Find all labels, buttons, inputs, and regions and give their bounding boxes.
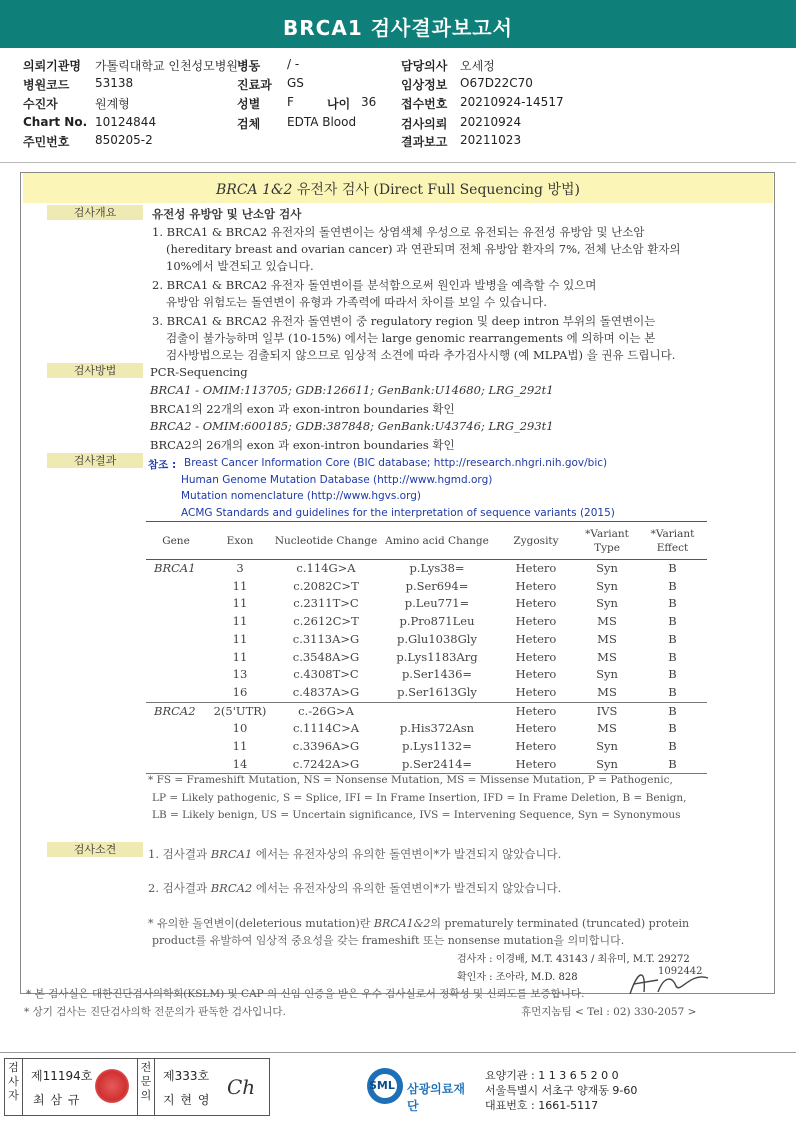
cell-amino-acid: p.Lys38= (409, 561, 465, 575)
cell-gene (146, 666, 206, 684)
cell-gene (146, 720, 206, 738)
method-line: BRCA2 - OMIM:600185; GDB:387848; GenBank:U43746; LRG_293t1 (150, 419, 554, 433)
legend-line: LP = Likely pathogenic, S = Splice, IFI = In Frame Insertion, IFD = In Frame Deletion, B = Benign, (152, 792, 687, 804)
cell-exon: 10 (232, 721, 248, 736)
cell-amino-acid: p.Ser694= (405, 578, 469, 593)
cell-variant-effect: B (668, 631, 677, 646)
cell-variant-effect: B (668, 721, 677, 736)
cell-gene (146, 738, 206, 756)
cell-exon: 16 (206, 684, 274, 702)
company-address: 서울특별시 서초구 양재동 9-60 (485, 1084, 638, 1097)
cell-zygosity: Hetero (515, 721, 557, 736)
cell-gene (146, 595, 206, 613)
specialist-name: 지 현 영 (163, 1093, 211, 1107)
table-row (146, 702, 707, 720)
cell-amino-acid: p.His372Asn (399, 721, 475, 736)
table-row (146, 738, 707, 756)
cell-variant-type: MS (576, 684, 638, 702)
label-age: 나이 (327, 97, 351, 111)
method-line: BRCA2의 26개의 exon 과 exon-intron boundaries 확인 (150, 438, 455, 452)
value-patient: 원계형 (95, 97, 130, 111)
cell-exon: 11 (232, 739, 248, 754)
label-hospital-code: 병원코드 (23, 78, 70, 92)
cell-amino-acid: p.Ser1436= (401, 667, 473, 682)
examiners: 검사자 : 이경배, M.T. 43143 / 최유미, M.T. 29272 (457, 954, 690, 965)
label-resident-no: 주민번호 (23, 135, 70, 149)
label-request-date: 검사의뢰 (401, 117, 448, 131)
label-requester: 의뢰기관명 (23, 59, 81, 73)
cell-zygosity: Hetero (515, 703, 557, 718)
handwritten-signature: 1092442 (624, 962, 714, 1002)
value-report-date: 20211023 (460, 133, 522, 147)
cell-variant-type: Syn (596, 578, 618, 593)
cell-zygosity: Hetero (515, 667, 557, 682)
table-row (146, 613, 707, 631)
cell-variant-type: MS (597, 614, 617, 629)
label-chart-no: Chart No. (23, 115, 88, 129)
contact-phone: 휴먼지놈팀 < Tel : 02) 330-2057 > (521, 1006, 697, 1018)
cell-exon: 11 (232, 614, 248, 629)
value-chart-no: 10124844 (95, 115, 157, 129)
col-variant-effect: *Variant Effect (638, 522, 707, 560)
cell-nucleotide: c.2311T>C (293, 596, 359, 611)
section-label-results: 검사결과 (47, 453, 143, 468)
col-gene: Gene (146, 522, 206, 560)
cell-variant-effect: B (638, 756, 707, 774)
cell-amino-acid (378, 702, 496, 720)
value-doctor: 오세정 (460, 59, 495, 73)
reference-link[interactable]: Human Genome Mutation Database (http://www.hgmd.org) (181, 474, 493, 486)
reference-link[interactable]: ACMG Standards and guidelines for the interpretation of sequence variants (2015) (181, 507, 615, 519)
table-row (146, 631, 707, 649)
cell-nucleotide: c.4837A>G (274, 684, 378, 702)
cell-nucleotide: c.7242A>G (274, 756, 378, 774)
specialist-label: 전문의 (137, 1059, 155, 1115)
col-zygosity: Zygosity (496, 522, 576, 560)
value-request-date: 20210924 (460, 115, 522, 129)
cell-variant-effect: B (668, 596, 677, 611)
label-department: 진료과 (237, 78, 272, 92)
cell-variant-effect: B (668, 739, 677, 754)
examiner-license: 제11194호 (31, 1069, 93, 1083)
col-amino-acid: Amino acid Change (378, 522, 496, 560)
footer-divider (0, 1052, 796, 1053)
method-line: BRCA1 - OMIM:113705; GDB:126611; GenBank:U14680; LRG_292t1 (150, 383, 554, 397)
specialist-signature: Ch (227, 1075, 256, 1099)
cell-nucleotide: c.114G>A (296, 561, 356, 575)
cell-amino-acid: p.Ser2414= (378, 756, 496, 774)
cell-zygosity: Hetero (496, 756, 576, 774)
cell-nucleotide: c.2612C>T (293, 614, 359, 629)
cell-nucleotide: c.3548A>G (292, 649, 360, 664)
cell-nucleotide: c.3113A>G (292, 631, 360, 646)
table-row (146, 560, 707, 578)
cell-variant-type: Syn (596, 596, 618, 611)
value-requester: 가톨릭대학교 인천성모병원 (95, 59, 238, 73)
cell-gene: BRCA1 (154, 561, 196, 575)
method-line: BRCA1의 22개의 exon 과 exon-intron boundaries 확인 (150, 402, 455, 416)
overview-line: 1. BRCA1 & BRCA2 유전자의 돌연변이는 상염색체 우성으로 유전되는 유전성 유방암 및 난소암 (152, 225, 645, 239)
examiner-label: 검사자 (5, 1059, 23, 1115)
value-sex: F (287, 95, 294, 109)
specialist-license: 제333호 (163, 1069, 210, 1083)
finding-brca1: 1. 검사결과 BRCA1 에서는 유전자상의 유의한 돌연변이*가 발견되지 않았습니다. (148, 847, 562, 861)
table-row (146, 666, 707, 684)
accreditation-note: * 본 검사실은 대한진단검사의학회(KSLM) 및 CAP 의 신임 인증을 받은 우수 검사실로서 정확성 및 신뢰도를 보증합니다. (26, 988, 585, 1000)
label-receipt-no: 접수번호 (401, 97, 448, 111)
cell-exon: 11 (232, 596, 248, 611)
value-receipt-no: 20210924-14517 (460, 95, 564, 109)
cell-amino-acid: p.Lys1132= (402, 739, 472, 754)
cell-variant-effect: B (668, 578, 677, 593)
label-patient: 수진자 (23, 97, 58, 111)
cell-exon: 14 (206, 756, 274, 774)
cell-zygosity: Hetero (515, 561, 557, 575)
label-ward: 병동 (237, 59, 261, 73)
cell-gene: BRCA2 (154, 703, 196, 718)
overview-line: 3. BRCA1 & BRCA2 유전자 돌연변이 중 regulatory region 및 deep intron 부위의 돌연변이는 (152, 314, 656, 328)
cell-amino-acid: p.Pro871Leu (399, 614, 475, 629)
table-row (146, 578, 707, 596)
cell-variant-type: MS (597, 631, 617, 646)
cell-gene (146, 756, 206, 774)
cell-zygosity: Hetero (496, 684, 576, 702)
col-exon: Exon (206, 522, 274, 560)
method-line: PCR-Sequencing (150, 365, 248, 379)
cell-variant-effect: B (668, 614, 677, 629)
label-specimen: 검체 (237, 117, 261, 131)
legend-line: * FS = Frameshift Mutation, NS = Nonsense Mutation, MS = Missense Mutation, P = Pathogenic, (148, 774, 673, 786)
cell-exon: 11 (232, 631, 248, 646)
institution-code: 요양기관 : 1 1 3 6 5 2 0 0 (485, 1069, 619, 1082)
cell-exon: 3 (236, 561, 244, 575)
cell-amino-acid: p.Leu771= (404, 596, 470, 611)
value-age: 36 (361, 95, 377, 109)
cell-exon: 11 (232, 649, 248, 664)
cell-gene (146, 613, 206, 631)
value-department: GS (287, 76, 304, 90)
table-row (146, 756, 707, 774)
cell-variant-effect: B (668, 703, 677, 718)
company-logo: SML 삼광의료재단 (365, 1066, 475, 1106)
table-header-row (146, 522, 707, 560)
variant-table (146, 521, 707, 774)
signature-box (4, 1058, 270, 1116)
col-nucleotide: Nucleotide Change (274, 522, 378, 560)
cell-nucleotide: c.3396A>G (292, 739, 360, 754)
cell-exon: 13 (232, 667, 248, 682)
value-hospital-code: 53138 (95, 76, 134, 90)
overview-line: 유방암 위험도는 돌연변이 유형과 가족력에 따라서 차이를 보일 수 있습니다. (166, 295, 547, 309)
reference-link[interactable]: Breast Cancer Information Core (BIC database; http://research.nhgri.nih.gov/bic) (184, 457, 608, 469)
finding-brca2: 2. 검사결과 BRCA2 에서는 유전자상의 유의한 돌연변이*가 발견되지 않았습니다. (148, 881, 562, 895)
cell-zygosity: Hetero (515, 578, 557, 593)
overview-line: (hereditary breast and ovarian cancer) 과 연관되며 전체 유방암 환자의 7%, 전체 난소암 환자의 (166, 242, 681, 256)
cell-zygosity: Hetero (515, 649, 557, 664)
cell-variant-type: MS (597, 721, 617, 736)
overview-line: 검출이 불가능하며 일부 (10-15%) 에서는 large genomic rearrangements 에 의하며 이는 본 (166, 331, 656, 345)
table-row (146, 595, 707, 613)
seal-icon (95, 1069, 129, 1103)
value-clinical-info: O67D22C70 (460, 76, 533, 90)
cell-gene (146, 578, 206, 596)
overview-heading: 유전성 유방암 및 난소암 검사 (152, 207, 302, 221)
examiner-name: 최 삼 규 (33, 1093, 81, 1107)
cell-gene (146, 631, 206, 649)
col-variant-type: *Variant Type (576, 522, 638, 560)
cell-variant-type: Syn (596, 561, 618, 575)
cell-variant-type: Syn (596, 667, 618, 682)
value-resident-no: 850205-2 (95, 133, 153, 147)
reference-prefix: 참조 : (148, 459, 177, 471)
label-clinical-info: 임상정보 (401, 78, 448, 92)
legend-line: LB = Likely benign, US = Uncertain significance, IVS = Intervening Sequence, Syn = Synonymous (152, 809, 681, 821)
cell-variant-type: Syn (596, 739, 618, 754)
cell-amino-acid: p.Glu1038Gly (397, 631, 477, 646)
overview-line: 10%에서 발견되고 있습니다. (166, 259, 314, 273)
value-ward: / - (287, 57, 300, 71)
table-row (146, 649, 707, 667)
cell-nucleotide: c.4308T>C (293, 667, 359, 682)
deleterious-note: * 유의한 돌연변이(deleterious mutation)란 BRCA1&2의 prematurely terminated (truncated) protein (148, 917, 690, 930)
cell-zygosity: Hetero (515, 631, 557, 646)
cell-amino-acid: p.Ser1613Gly (378, 684, 496, 702)
cell-variant-effect: B (668, 561, 677, 575)
label-doctor: 담당의사 (401, 59, 448, 73)
cell-variant-type: MS (597, 649, 617, 664)
label-sex: 성별 (237, 97, 261, 111)
company-phone: 대표번호 : 1661-5117 (485, 1099, 599, 1112)
test-banner (23, 173, 773, 203)
table-row (146, 720, 707, 738)
cell-zygosity: Hetero (515, 596, 557, 611)
confirmer: 확인자 : 조아라, M.D. 828 (457, 972, 578, 983)
value-specimen: EDTA Blood (287, 115, 357, 129)
cell-amino-acid: p.Lys1183Arg (396, 649, 478, 664)
consult-note: * 상기 검사는 진단검사의학 전문의가 판독한 검사입니다. (24, 1006, 286, 1018)
cell-variant-effect: B (668, 649, 677, 664)
cell-variant-type: Syn (576, 756, 638, 774)
section-label-method: 검사방법 (47, 363, 143, 378)
overview-line: 검사방법으로는 검출되지 않으므로 임상적 소견에 따라 추가검사시행 (예 MLPA법) 을 권유 드립니다. (166, 348, 676, 362)
section-label-findings: 검사소견 (47, 842, 143, 857)
deleterious-note: product를 유발하여 임상적 중요성을 갖는 frameshift 또는 nonsense mutation을 의미합니다. (152, 934, 625, 947)
cell-variant-type: IVS (596, 703, 618, 718)
table-row (146, 684, 707, 702)
header-divider (0, 162, 796, 163)
cell-zygosity: Hetero (515, 614, 557, 629)
report-title: BRCA1 검사결과보고서 (283, 16, 513, 40)
cell-zygosity: Hetero (515, 739, 557, 754)
section-label-overview: 검사개요 (47, 205, 143, 220)
cell-variant-effect: B (668, 667, 677, 682)
cell-gene (146, 684, 206, 702)
cell-gene (146, 649, 206, 667)
cell-exon: 2(5'UTR) (213, 703, 267, 718)
reference-link[interactable]: Mutation nomenclature (http://www.hgvs.org) (181, 490, 421, 502)
report-title-bar (0, 0, 796, 48)
cell-variant-effect: B (638, 684, 707, 702)
cell-nucleotide: c.-26G>A (298, 703, 354, 718)
cell-nucleotide: c.1114C>A (292, 721, 360, 736)
cell-exon: 11 (232, 578, 248, 593)
label-report-date: 결과보고 (401, 135, 448, 149)
overview-line: 2. BRCA1 & BRCA2 유전자 돌연변이를 분석함으로써 원인과 발병을 예측할 수 있으며 (152, 278, 597, 292)
cell-nucleotide: c.2082C>T (293, 578, 359, 593)
test-title: BRCA 1&2 유전자 검사 (Direct Full Sequencing 방법) (216, 182, 580, 198)
